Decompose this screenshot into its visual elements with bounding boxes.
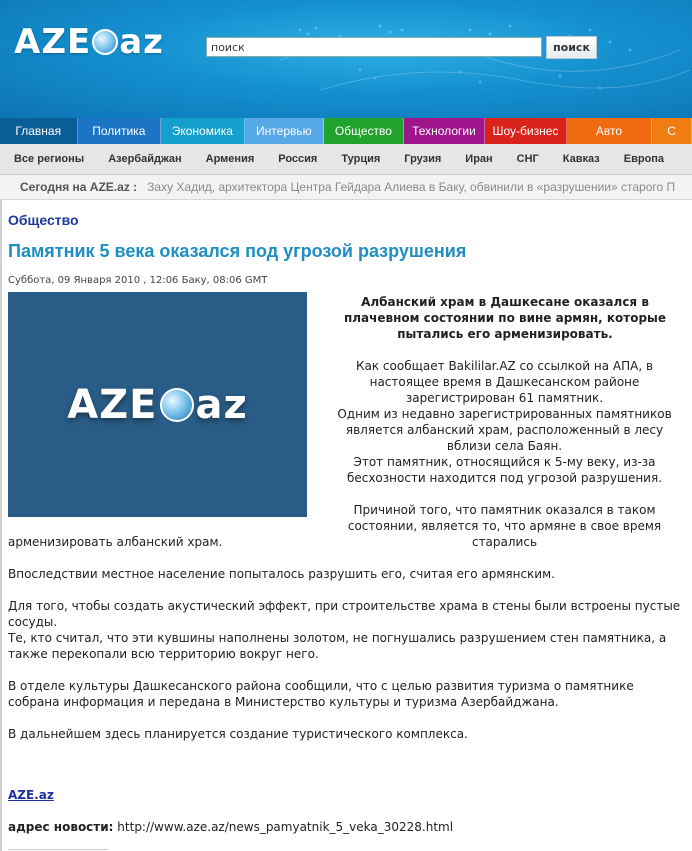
region-item-5[interactable]: Грузия [404, 153, 442, 165]
world-map-decoration [260, 0, 692, 118]
article-image [8, 292, 307, 517]
nav-item-1[interactable]: Политика [78, 118, 162, 144]
article-title: Памятник 5 века оказался под угрозой разрушения [8, 241, 467, 261]
address-url[interactable]: http://www.aze.az/news_pamyatnik_5_veka_30228.html [117, 820, 454, 834]
article-lead: Албанский храм в Дашкесане оказался в плачевном состоянии по вине армян, которые пытались его арменизировать. [343, 295, 667, 341]
news-ticker [0, 175, 692, 200]
main-nav [0, 118, 692, 144]
region-item-8[interactable]: Кавказ [562, 153, 600, 165]
site-logo[interactable] [14, 20, 164, 64]
ticker-label: Сегодня на AZE.az : [20, 180, 138, 194]
region-item-7[interactable]: СНГ [516, 153, 539, 165]
news-address [8, 820, 453, 834]
paragraph-7: Те, кто считал, что эти кувшины наполнены золотом, не погнушались разрушением стен памятника, а также перекопали всю территорию вокруг него. [8, 631, 667, 661]
nav-item-5[interactable]: Технологии [404, 118, 486, 144]
region-item-4[interactable]: Турция [341, 153, 381, 165]
ticker-headline[interactable]: Заху Хадид, архитектора Центра Гейдара Алиева в Баку, обвинили в «разрушении» старого П [147, 180, 676, 194]
paragraph-3: Этот памятник, относящийся к 5-му веку, из-за бесхозности находится под угрозой разрушения. [346, 455, 663, 485]
paragraph-5: Впоследствии местное население попыталось разрушить его, считая его армянским. [8, 567, 555, 581]
region-item-2[interactable]: Армения [205, 153, 255, 165]
nav-item-8[interactable]: С [652, 118, 692, 144]
region-item-6[interactable]: Иран [465, 153, 493, 165]
paragraph-4-part-1: Причиной того, что памятник оказался в таком состоянии, является то, что армяне в свое время старались [347, 503, 662, 549]
nav-item-0[interactable]: Главная [0, 118, 78, 144]
image-logo-right: az [195, 381, 248, 428]
region-item-9[interactable]: Европа [623, 153, 665, 165]
logo-text-right: az [119, 22, 164, 62]
paragraph-2: Одним из недавно зарегистрированных памятников является албанский храм, расположенный в лесу вблизи села Баян. [337, 407, 672, 453]
search-button[interactable]: поиск [546, 36, 597, 59]
regions-nav [0, 144, 692, 175]
nav-item-7[interactable]: Авто [567, 118, 653, 144]
search-input[interactable] [206, 37, 542, 57]
region-item-1[interactable]: Азербайджан [108, 153, 182, 165]
paragraph-6: Для того, чтобы создать акустический эффект, при строительстве храма в стены были встроены пустые сосуды. [8, 599, 681, 629]
site-header [0, 0, 692, 118]
nav-item-2[interactable]: Экономика [161, 118, 245, 144]
nav-item-6[interactable]: Шоу-бизнес [485, 118, 567, 144]
globe-icon [160, 388, 194, 422]
image-logo-left: AZE [67, 381, 158, 428]
source-link[interactable]: AZE.az [8, 788, 54, 802]
left-divider [0, 200, 2, 851]
article-date: Суббота, 09 Января 2010 , 12:06 Баку, 08:06 GMT [8, 275, 268, 286]
address-label: адрес новости: [8, 820, 114, 834]
paragraph-4-part-2: арменизировать албанский храм. [8, 535, 223, 549]
section-title[interactable]: Общество [8, 212, 79, 228]
paragraph-9: В дальнейшем здесь планируется создание туристического комплекса. [8, 727, 468, 741]
globe-icon [92, 29, 118, 55]
paragraph-1: Как сообщает Bakililar.AZ со ссылкой на АПА, в настоящее время в Дашкесанском районе зарегистрирован 61 памятник. [355, 359, 654, 405]
paragraph-8: В отделе культуры Дашкесанского района сообщили, что с целью развития туризма о памятнике собрана информация и передана в Министерство культуры и туризма Азербайджана. [8, 679, 634, 709]
nav-item-3[interactable]: Интервью [245, 118, 325, 144]
nav-item-4[interactable]: Общество [324, 118, 404, 144]
bottom-divider [8, 849, 108, 850]
region-item-0[interactable]: Все регионы [14, 153, 85, 165]
region-item-3[interactable]: Россия [278, 153, 318, 165]
logo-text-left: AZE [14, 22, 92, 62]
